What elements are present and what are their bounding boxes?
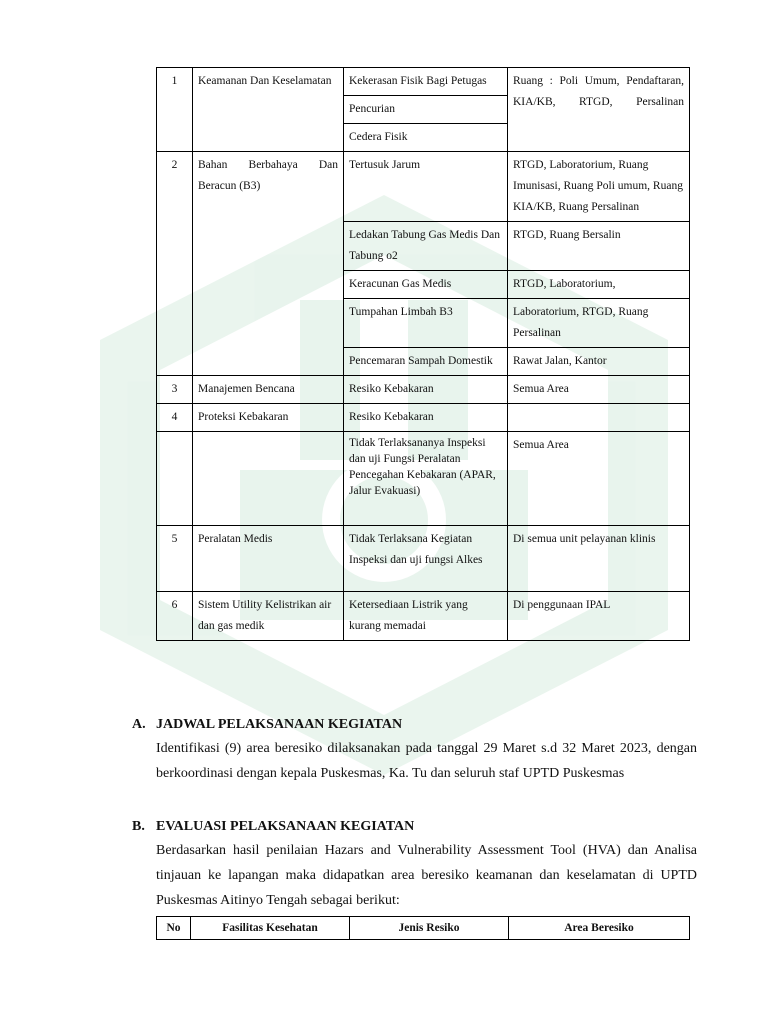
facility-cell: Peralatan Medis (193, 526, 344, 592)
row-number: 2 (157, 152, 193, 376)
risk-cell: Pencurian (344, 96, 508, 124)
risk-cell: Tertusuk Jarum (344, 152, 508, 222)
area-cell (508, 404, 690, 432)
area-cell: Rawat Jalan, Kantor (508, 348, 690, 376)
table-header-row (157, 917, 690, 940)
area-cell: Di penggunaan IPAL (508, 592, 690, 641)
risk-cell: Ketersediaan Listrik yang kurang memadai (344, 592, 508, 641)
row-number: 5 (157, 526, 193, 592)
section-heading (132, 714, 697, 736)
risk-area-table (156, 67, 690, 641)
table-row (157, 376, 690, 404)
risk-cell: Keracunan Gas Medis (344, 271, 508, 299)
risk-cell: Tidak Terlaksananya Inspeksi dan uji Fungsi Peralatan Pencegahan Kebakaran (APAR, Jalur Evakuasi) (344, 432, 508, 526)
section-paragraph: Berdasarkan hasil penilaian Hazars and Vulnerability Assessment Tool (HVA) dan Analisa tinjauan ke lapangan maka didapatkan area beresiko keamanan dan keselamatan di UPTD Puskesmas Aitinyo Tengah sebagai berikut: (156, 843, 697, 908)
risk-cell: Ledakan Tabung Gas Medis Dan Tabung o2 (344, 222, 508, 271)
table-row (157, 404, 690, 432)
risk-cell: Tumpahan Limbah B3 (344, 299, 508, 348)
area-cell: RTGD, Laboratorium, Ruang Imunisasi, Ruang Poli umum, Ruang KIA/KB, Ruang Persalinan (508, 152, 690, 222)
section-heading (132, 816, 697, 838)
section-letter: B. (132, 819, 145, 834)
area-cell: Ruang : Poli Umum, Pendaftaran, KIA/KB, RTGD, Persalinan (508, 68, 690, 152)
facility-cell: Manajemen Bencana (193, 376, 344, 404)
risk-cell: Pencemaran Sampah Domestik (344, 348, 508, 376)
table-row (157, 432, 690, 526)
section-paragraph: Identifikasi (9) area beresiko dilaksanakan pada tanggal 29 Maret s.d 32 Maret 2023, dengan berkoordinasi dengan kepala Puskesmas, Ka. Tu dan seluruh staf UPTD Puskesmas (156, 741, 697, 781)
facility-cell: Proteksi Kebakaran (193, 404, 344, 432)
column-header-risk-type: Jenis Resiko (350, 917, 509, 940)
area-cell: Laboratorium, RTGD, Ruang Persalinan (508, 299, 690, 348)
table-row (157, 152, 690, 222)
row-number: 1 (157, 68, 193, 152)
area-cell: Semua Area (508, 432, 690, 526)
section-title: JADWAL PELAKSANAAN KEGIATAN (156, 717, 403, 732)
section-schedule (132, 714, 697, 786)
facility-cell: Bahan Berbahaya Dan Beracun (B3) (193, 152, 344, 376)
row-number: 4 (157, 404, 193, 432)
evaluation-table-header (156, 916, 690, 940)
column-header-no: No (157, 917, 191, 940)
area-cell: RTGD, Ruang Bersalin (508, 222, 690, 271)
column-header-facility: Fasilitas Kesehatan (191, 917, 350, 940)
risk-cell: Resiko Kebakaran (344, 404, 508, 432)
row-number: 3 (157, 376, 193, 404)
column-header-risk-area: Area Beresiko (509, 917, 690, 940)
area-cell: RTGD, Laboratorium, (508, 271, 690, 299)
table-row (157, 526, 690, 592)
section-evaluation (132, 816, 697, 913)
risk-cell: Kekerasan Fisik Bagi Petugas (344, 68, 508, 96)
facility-cell: Keamanan Dan Keselamatan (193, 68, 344, 152)
table-row (157, 68, 690, 96)
risk-cell: Tidak Terlaksana Kegiatan Inspeksi dan uji fungsi Alkes (344, 526, 508, 592)
area-cell: Semua Area (508, 376, 690, 404)
section-letter: A. (132, 717, 146, 732)
row-number: 6 (157, 592, 193, 641)
section-title: EVALUASI PELAKSANAAN KEGIATAN (156, 819, 415, 834)
area-cell: Di semua unit pelayanan klinis (508, 526, 690, 592)
facility-cell: Sistem Utility Kelistrikan air dan gas medik (193, 592, 344, 641)
table-row (157, 592, 690, 641)
risk-cell: Cedera Fisik (344, 124, 508, 152)
risk-cell: Resiko Kebakaran (344, 376, 508, 404)
